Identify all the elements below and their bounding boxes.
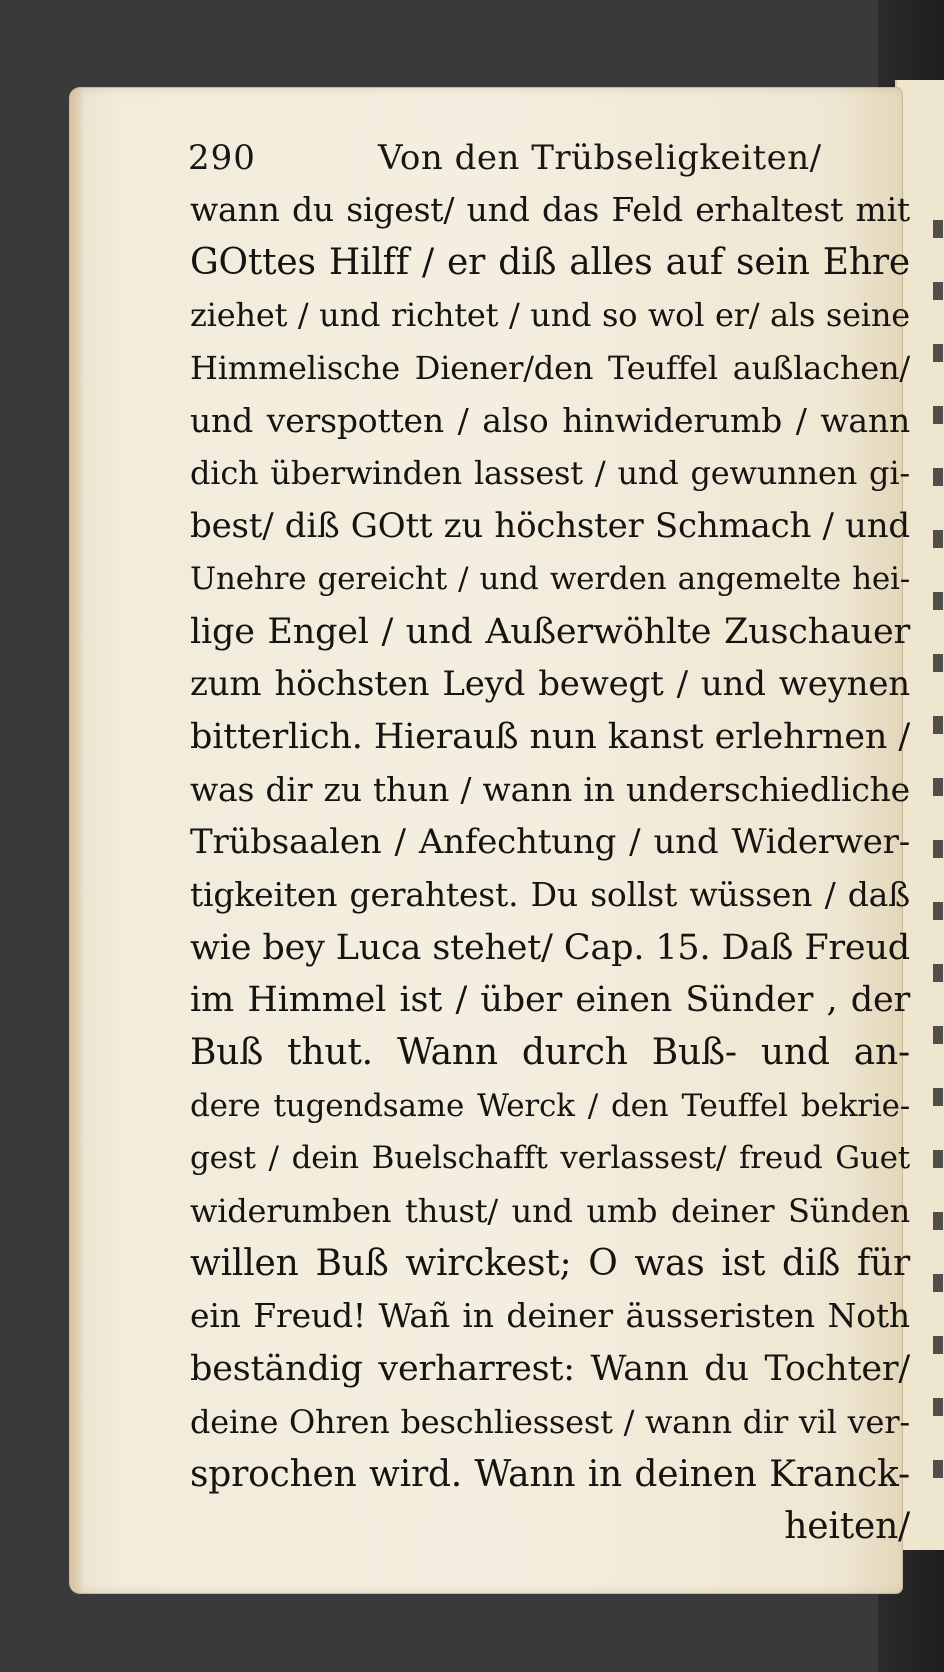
page-gutter-shadow (70, 88, 84, 1593)
text-line: lige Engel / und Außerwöhlte Zuschauer (190, 611, 910, 652)
text-line: und verspotten / also hinwiderumb / wann (190, 400, 910, 440)
text-line: ein Freud! Wañ in deiner äusseristen Noth (190, 1296, 910, 1336)
text-line: dich überwinden lassest / und gewunnen gi- (190, 454, 910, 493)
text-line: Buß thut. Wann durch Buß- und an- (190, 1032, 910, 1073)
book-page (70, 88, 910, 1593)
text-line: willen Buß wirckest; O was ist diß für (190, 1242, 910, 1284)
text-line: dere tugendsame Werck / den Teuffel bekrie- (190, 1087, 910, 1124)
text-line: im Himmel ist / über einen Sünder , der (190, 980, 910, 1021)
text-line: GOttes Hilff / er diß alles auf sein Ehre (190, 241, 910, 283)
text-line: best/ diß GOtt zu höchster Schmach / und (190, 506, 910, 547)
text-line: Trübsaalen / Anfechtung / und Widerwer- (190, 822, 910, 863)
text-line: deine Ohren beschliessest / wann dir vil ver- (190, 1402, 910, 1441)
text-line: gest / dein Buelschafft verlassest/ freud Guet (190, 1140, 910, 1177)
text-line: sprochen wird. Wann in deinen Kranck- (190, 1453, 910, 1495)
text-line: Himmelische Diener/den Teuffel außlachen/ (190, 349, 910, 388)
text-line: Unehre gereicht / und werden angemelte hei- (190, 560, 910, 597)
text-line: wann du sigest/ und das Feld erhaltest mit (190, 190, 910, 229)
text-line: zum höchsten Leyd bewegt / und weynen (190, 664, 910, 705)
text-line: was dir zu thun / wann in underschiedliche (190, 769, 910, 809)
running-title: Von den Trübseligkeiten/ (378, 138, 822, 178)
text-line: wie bey Luca stehet/ Cap. 15. Daß Freud (190, 927, 910, 968)
text-line: beständig verharrest: Wann du Tochter/ (190, 1349, 910, 1390)
page-number: 290 (188, 138, 256, 178)
facing-page-ink-bleed (933, 220, 943, 1520)
body-text (190, 184, 910, 1554)
text-line: heiten/ (784, 1506, 910, 1548)
page-header (188, 138, 868, 184)
text-line: bitterlich. Hierauß nun kanst erlehrnen / (190, 716, 910, 757)
text-line: tigkeiten gerahtest. Du sollst wüssen / daß (190, 874, 910, 914)
text-line: ziehet / und richtet / und so wol er/ als seine (190, 296, 910, 335)
text-line: widerumben thust/ und umb deiner Sünden (190, 1192, 910, 1231)
